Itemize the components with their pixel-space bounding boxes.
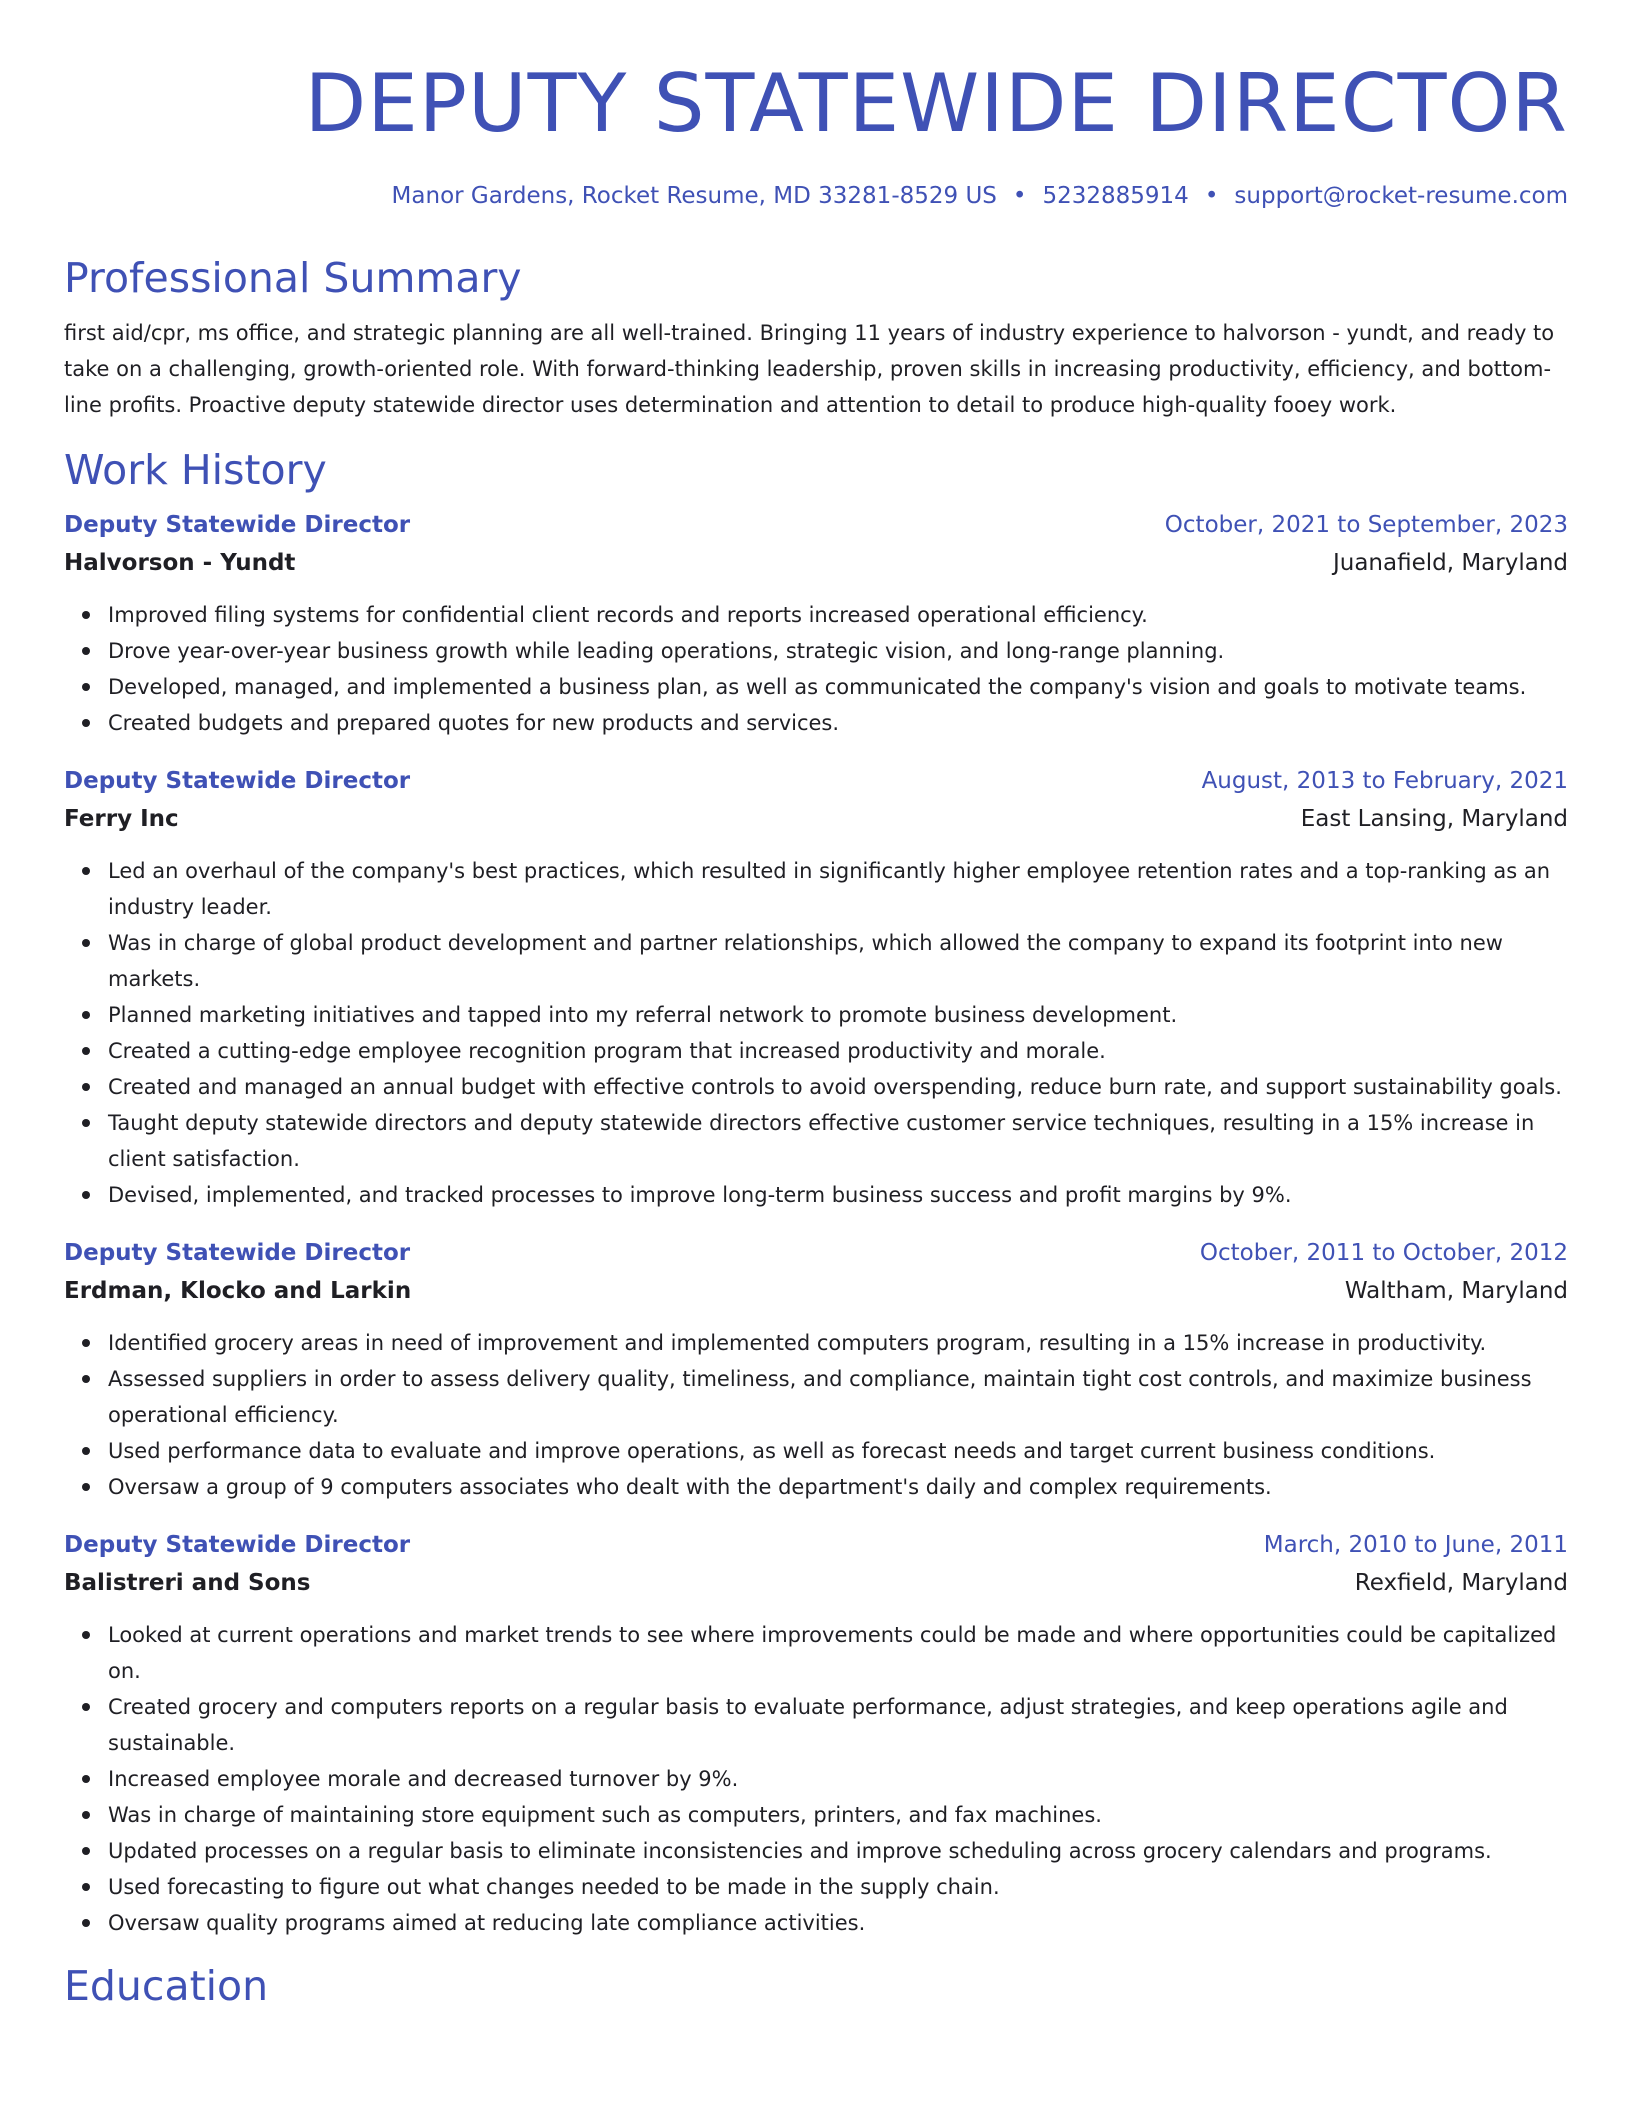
contact-line (64, 181, 1568, 211)
job-dates: October, 2021 to September, 2023 (1164, 512, 1568, 538)
bullet-item: Drove year-over-year business growth while leading operations, strategic vision, and long-range planning. (108, 633, 1568, 669)
job-location: Waltham, Maryland (1344, 1278, 1568, 1304)
job-company: Erdman, Klocko and Larkin (64, 1278, 412, 1304)
job-dates: August, 2013 to February, 2021 (1201, 768, 1568, 794)
job-dates: March, 2010 to June, 2011 (1263, 1532, 1568, 1558)
bullet-item: Taught deputy statewide directors and deputy statewide directors effective customer service techniques, resulting in a 15% increase in client satisfaction. (108, 1105, 1568, 1177)
job-company: Balistreri and Sons (64, 1570, 311, 1596)
job-title: Deputy Statewide Director (64, 512, 411, 538)
bullet-item: Created a cutting-edge employee recognition program that increased productivity and morale. (108, 1033, 1568, 1069)
job-entry (64, 1237, 1568, 1505)
bullet-item: Used performance data to evaluate and improve operations, as well as forecast needs and target current business conditions. (108, 1433, 1568, 1469)
summary-text: first aid/cpr, ms office, and strategic planning are all well-trained. Bringing 11 years of industry experience to halvorson - yundt, and ready to take on a challenging, growth-oriented role. With forward-thinking leadership, proven skills in increasing productivity, efficiency, and bottom-line profits. Proactive deputy statewide director uses determination and attention to detail to produce high-quality fooey work. (64, 321, 1555, 417)
contact-separator: • (1012, 183, 1027, 209)
bullet-item: Created grocery and computers reports on a regular basis to evaluate performance, adjust strategies, and keep operations agile and sustainable. (108, 1689, 1568, 1761)
job-title: Deputy Statewide Director (64, 1532, 411, 1558)
bullet-item: Increased employee morale and decreased turnover by 9%. (108, 1761, 1568, 1797)
bullet-item: Updated processes on a regular basis to eliminate inconsistencies and improve scheduling across grocery calendars and programs. (108, 1833, 1568, 1869)
bullet-item: Identified grocery areas in need of improvement and implemented computers program, resulting in a 15% increase in productivity. (108, 1325, 1568, 1361)
bullet-item: Assessed suppliers in order to assess delivery quality, timeliness, and compliance, maintain tight cost controls, and maximize business operational efficiency. (108, 1361, 1568, 1433)
bullet-item: Oversaw a group of 9 computers associates who dealt with the department's daily and complex requirements. (108, 1469, 1568, 1505)
job-title: Deputy Statewide Director (64, 768, 411, 794)
job-title: Deputy Statewide Director (64, 1240, 411, 1266)
bullet-item: Devised, implemented, and tracked processes to improve long-term business success and profit margins by 9%. (108, 1177, 1568, 1213)
contact-email[interactable]: support@rocket-resume.com (1234, 183, 1568, 209)
contact-separator: • (1204, 183, 1219, 209)
bullet-item: Created budgets and prepared quotes for new products and services. (108, 705, 1568, 741)
resume-page (64, 0, 1568, 2011)
job-entry (64, 509, 1568, 741)
summary-heading: Professional Summary (64, 254, 522, 302)
job-entry (64, 765, 1568, 1213)
bullet-item: Looked at current operations and market trends to see where improvements could be made and where opportunities could be capitalized on. (108, 1617, 1568, 1689)
bullet-item: Improved filing systems for confidential client records and reports increased operational efficiency. (108, 597, 1568, 633)
education-heading: Education (64, 1962, 269, 2010)
bullet-item: Planned marketing initiatives and tapped into my referral network to promote business development. (108, 997, 1568, 1033)
job-company: Ferry Inc (64, 806, 179, 832)
job-location: East Lansing, Maryland (1300, 806, 1568, 832)
job-company: Halvorson - Yundt (64, 550, 296, 576)
bullet-item: Led an overhaul of the company's best practices, which resulted in significantly higher employee retention rates and a top-ranking as an industry leader. (108, 853, 1568, 925)
job-bullets (64, 1617, 1568, 1941)
bullet-item: Was in charge of maintaining store equipment such as computers, printers, and fax machines. (108, 1797, 1568, 1833)
job-entry (64, 1529, 1568, 1941)
job-location: Juanafield, Maryland (1332, 550, 1568, 576)
job-bullets (64, 597, 1568, 741)
job-bullets (64, 853, 1568, 1213)
bullet-item: Developed, managed, and implemented a business plan, as well as communicated the company's vision and goals to motivate teams. (108, 669, 1568, 705)
bullet-item: Oversaw quality programs aimed at reducing late compliance activities. (108, 1905, 1568, 1941)
contact-address: Manor Gardens, Rocket Resume, MD 33281-8529 US (391, 183, 997, 209)
bullet-item: Used forecasting to figure out what changes needed to be made in the supply chain. (108, 1869, 1568, 1905)
job-location: Rexfield, Maryland (1354, 1570, 1568, 1596)
job-bullets (64, 1325, 1568, 1505)
contact-phone: 5232885914 (1042, 183, 1189, 209)
job-dates: October, 2011 to October, 2012 (1199, 1240, 1568, 1266)
bullet-item: Was in charge of global product development and partner relationships, which allowed the company to expand its footprint into new markets. (108, 925, 1568, 997)
bullet-item: Created and managed an annual budget with effective controls to avoid overspending, reduce burn rate, and support sustainability goals. (108, 1069, 1568, 1105)
work-history-heading: Work History (64, 446, 327, 494)
candidate-name: DEPUTY STATEWIDE DIRECTOR (304, 57, 1568, 150)
